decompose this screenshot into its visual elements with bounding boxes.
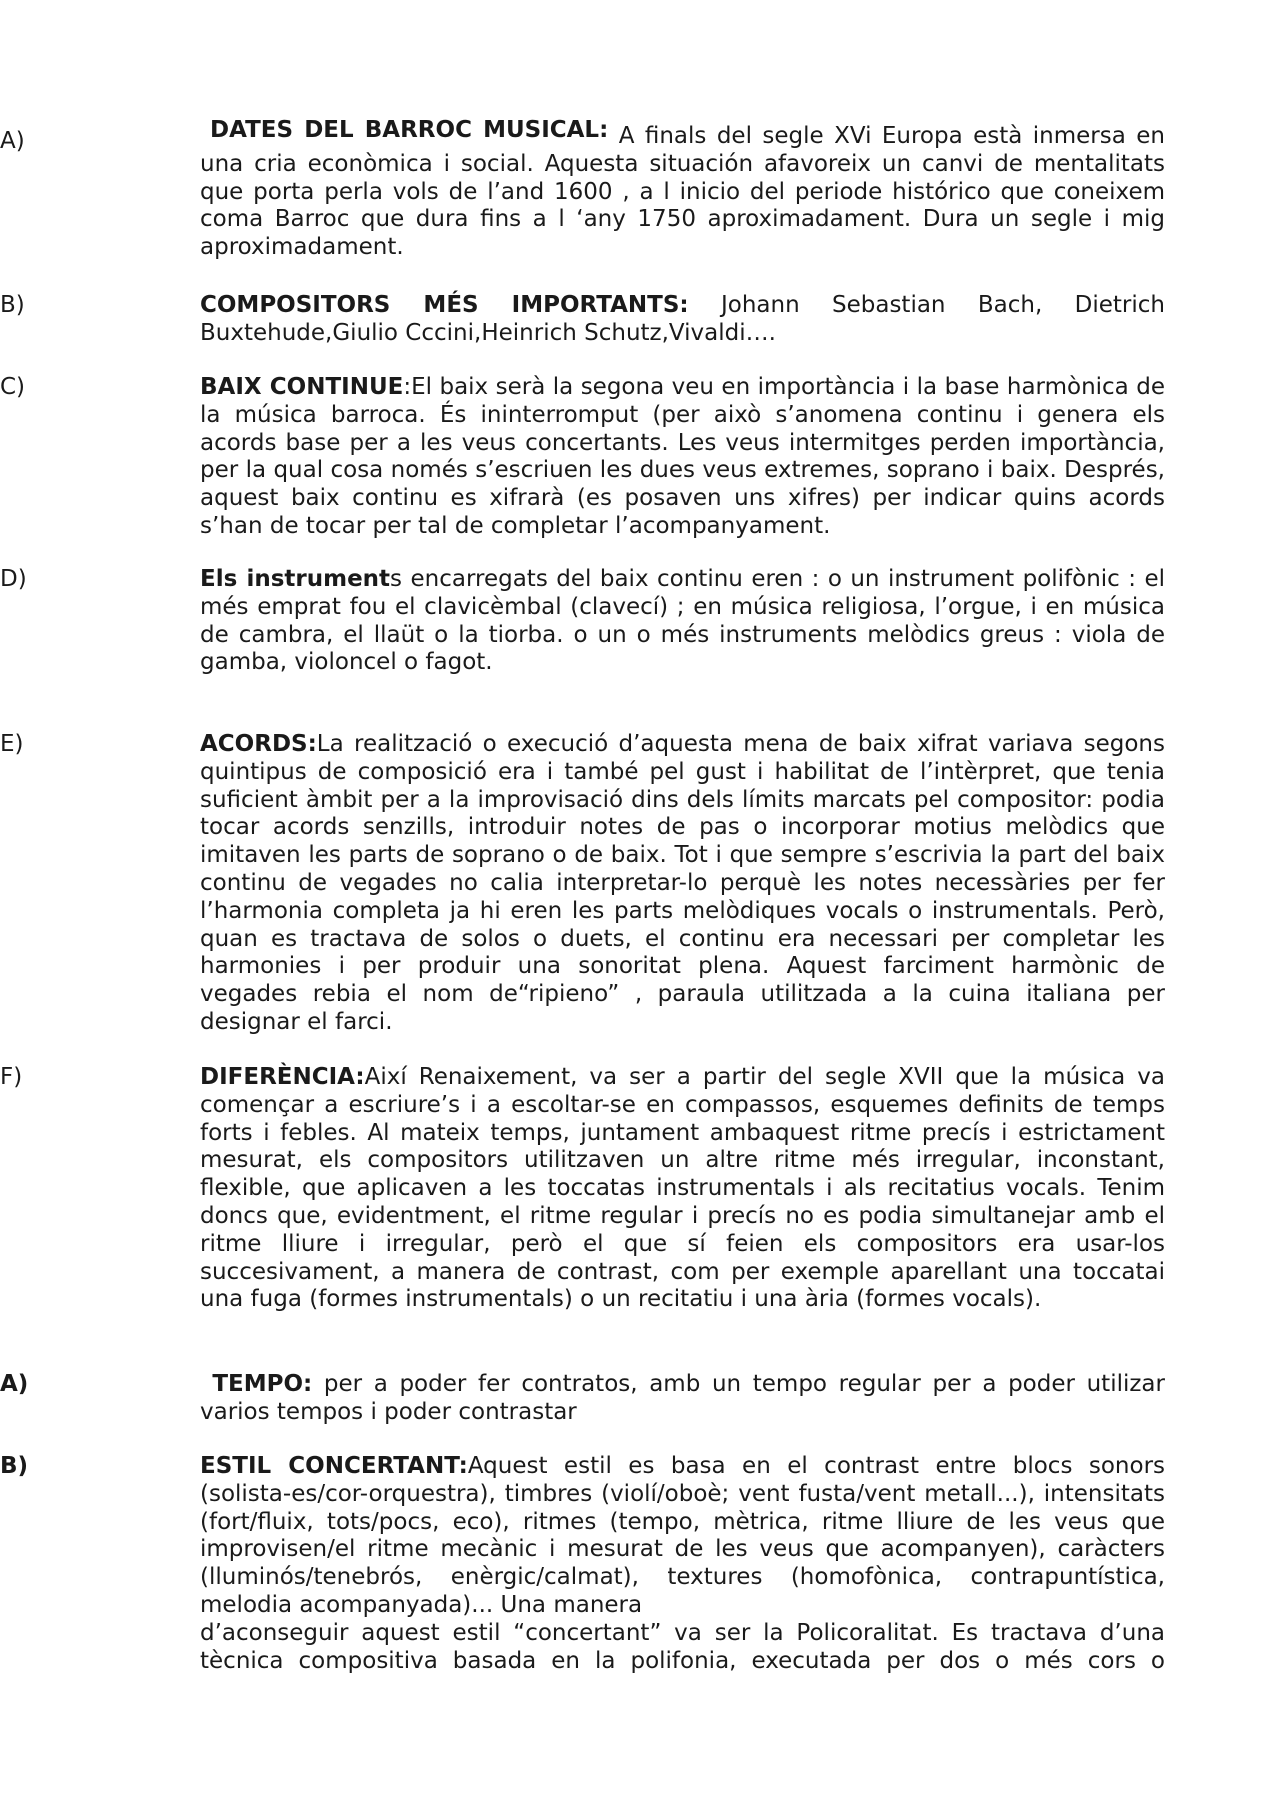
- list-marker: E): [0, 731, 24, 757]
- section-dates: [0, 117, 1165, 262]
- section-heading: DIFERÈNCIA:: [200, 1064, 365, 1090]
- section-acords: [0, 731, 1165, 1037]
- section-diferencia: [0, 1064, 1165, 1314]
- list-marker: A): [0, 128, 25, 154]
- section-heading: TEMPO:: [200, 1371, 313, 1397]
- section-text: A finals del segle XVi Europa està inmersa en una cria econòmica i social. Aquesta situación afavoreix un canvi de mentalitats que porta perla vols de l’and 1600 , a l inicio del periode histórico que coneixem coma Barroc que dura fins a l ‘any 1750 aproximadament. Dura un segle i mig aproximadament.: [200, 123, 1165, 261]
- section-heading: ESTIL CONCERTANT:: [200, 1453, 468, 1479]
- section-estil-concertant: [0, 1453, 1166, 1675]
- section-heading: ACORDS:: [200, 731, 317, 757]
- section-text: s encarregats del baix continu eren : o un instrument polifònic : el més emprat fou el clavicèmbal (clavecí) ; en música religiosa, l’orgue, i en música de cambra, el llaüt o la tiorba. o un o més instruments melòdics greus : viola de gamba, violoncel o fagot.: [200, 566, 1166, 676]
- section-text: Johann Sebastian Bach, Dietrich Buxtehude,Giulio Cccini,Heinrich Schutz,Vivaldi….: [200, 292, 1165, 346]
- section-text: per a poder fer contratos, amb un tempo regular per a poder utilizar varios tempos i poder contrastar: [200, 1371, 1165, 1425]
- section-text-continued: d’aconseguir aquest estil “concertant” va ser la Policoralitat. Es tractava d’una tècnica compositiva basada en la polifonia, executada per dos o més cors o: [200, 1619, 1165, 1674]
- list-marker: B): [0, 292, 25, 318]
- section-baix-continue: [0, 374, 1165, 541]
- section-heading: COMPOSITORS MÉS IMPORTANTS:: [200, 292, 689, 318]
- section-instruments: [0, 566, 1166, 677]
- section-heading: DATES DEL BARROC MUSICAL:: [210, 117, 609, 143]
- list-marker: C): [0, 374, 26, 400]
- list-marker: D): [0, 566, 27, 592]
- section-composers: [0, 292, 1165, 348]
- list-marker: B): [0, 1453, 29, 1479]
- section-heading: Els instrument: [200, 566, 391, 592]
- section-heading: BAIX CONTINUE: [200, 374, 404, 400]
- section-text: Així Renaixement, va ser a partir del segle XVII que la música va començar a escriure’s i a escoltar-se en compassos, esquemes definits de temps forts i febles. Al mateix temps, juntament ambaquest ritme precís i estrictament mesurat, els compositors utilitzaven un altre ritme més irregular, inconstant, flexible, que aplicaven a les toccatas instrumentals i als recitatius vocals. Tenim doncs que, evidentment, el ritme regular i precís no es podia simultanejar amb el ritme lliure i irregular, però el que sí feien els compositors era usar-los succesivament, a manera de contrast, com per exemple aparellant una toccatai una fuga (formes instrumentals) o un recitatiu i una ària (formes vocals).: [200, 1064, 1165, 1313]
- list-marker: F): [0, 1064, 23, 1090]
- section-tempo: [0, 1371, 1165, 1427]
- section-text: Aquest estil es basa en el contrast entre blocs sonors (solista-es/cor-orquestra), timbres (violí/oboè; vent fusta/vent metall...), intensitats (fort/fluix, tots/pocs, eco), ritmes (tempo, mètrica, ritme lliure de les veus que improvisen/el ritme mecànic i mesurat de les veus que acompanyen), caràcters (lluminós/tenebrós, enèrgic/calmat), textures (homofònica, contrapuntística, melodia acompanyada)... Una manera: [200, 1453, 1166, 1618]
- section-text: La realització o execució d’aquesta mena de baix xifrat variava segons quintipus de composició era i també pel gust i habilitat de l’intèrpret, que tenia suficient àmbit per a la improvisació dins dels límits marcats pel compositor: podia tocar acords senzills, introduir notes de pas o incorporar motius melòdics que imitaven les parts de soprano o de baix. Tot i que sempre s’escrivia la part del baix continu de vegades no calia interpretar-lo perquè les notes necessàries per fer l’harmonia completa ja hi eren les parts melòdiques vocals o instrumentals. Però, quan es tractava de solos o duets, el continu era necessari per completar les harmonies i per produir una sonoritat plena. Aquest farciment harmònic de vegades rebia el nom de“ripieno” , paraula utilitzada a la cuina italiana per designar el farci.: [200, 731, 1165, 1035]
- list-marker: A): [0, 1371, 29, 1397]
- section-text: :El baix serà la segona veu en importància i la base harmònica de la música barroca. És ininterromput (per això s’anomena continu i genera els acords base per a les veus concertants. Les veus intermitges perden importància, per la qual cosa només s’escriuen les dues veus extremes, soprano i baix. Després, aquest baix continu es xifrarà (es posaven uns xifres) per indicar quins acords s’han de tocar per tal de completar l’acompanyament.: [200, 374, 1165, 539]
